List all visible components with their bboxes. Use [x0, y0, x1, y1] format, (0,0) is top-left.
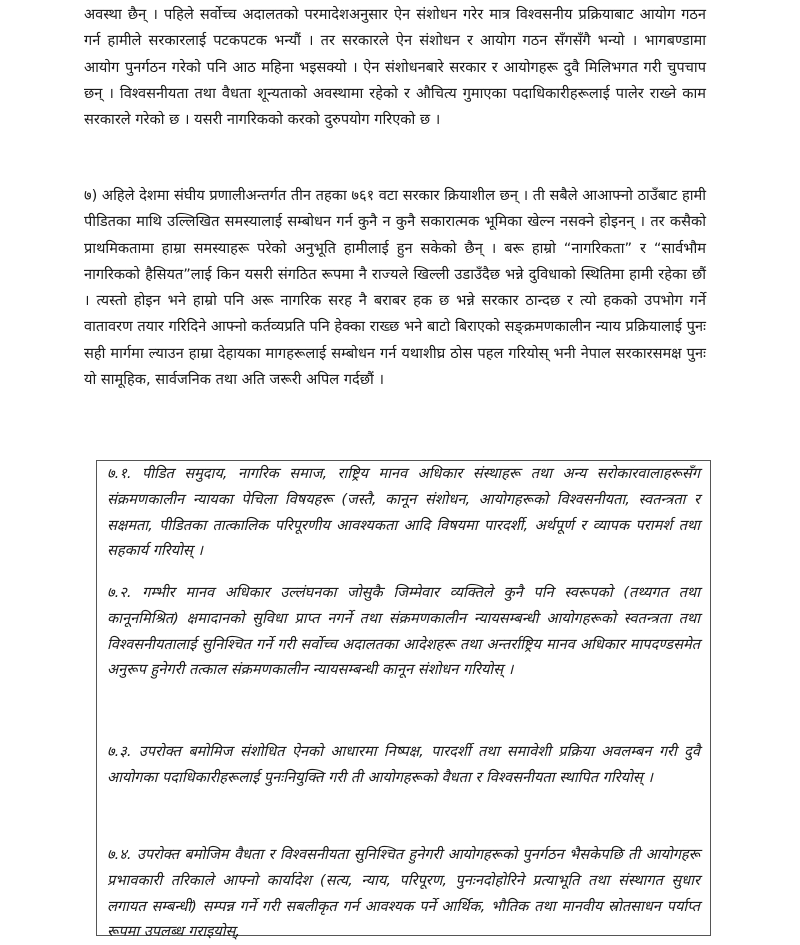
demands-box	[96, 460, 711, 941]
paragraph-7: ७) अहिले देशमा संघीय प्रणालीअन्तर्गत तीन तहका ७६१ वटा सरकार क्रियाशील छन् । ती सबैले आआफ्नो ठाउँबाट हामी पीडितका माथि उल्लिखित समस्यालाई सम्बोधन गर्न कुनै न कुनै सकारात्मक भूमिका खेल्न नसक्ने होइनन् । तर कसैको प्राथमिकतामा हाम्रा समस्याहरू परेको अनुभूति हामीलाई हुन सकेको छैन् । बरू हाम्रो “नागरिकता” र “सार्वभौम नागरिकको हैसियत”लाई किन यसरी संगठित रूपमा नै राज्यले खिल्ली उडाउँदैछ भन्ने दुविधाको स्थितिमा हामी रहेका छौं । त्यस्तो होइन भने हाम्रो पनि अरू नागरिक सरह नै बराबर हक छ भन्ने सरकार ठान्दछ र त्यो हकको उपभोग गर्ने वातावरण तयार गरिदिने आफ्नो कर्तव्यप्रति पनि हेक्का राख्छ भने बाटो बिराएको सङ्क्रमणकालीन न्याय प्रक्रियालाई पुनः सही मार्गमा ल्याउन हाम्रा देहायका मागहरूलाई सम्बोधन गर्न यथाशीघ्र ठोस पहल गरियोस् भनी नेपाल सरकारसमक्ष पुनः यो सामूहिक, सार्वजनिक तथा अति जरूरी अपिल गर्दछौं ।	[84, 187, 706, 389]
demand-item-7-4: ७.४. उपरोक्त बमोजिम वैधता र विश्वसनीयता सुनिश्चित हुनेगरी आयोगहरूको पुनर्गठन भैसकेपछि ती आयोगहरू प्रभावकारी तरिकाले आफ्नो कार्यादेश (सत्य, न्याय, परिपूरण, पुनःनदोहोरिने प्रत्याभूति तथा संस्थागत सुधार लगायत सम्बन्धी) सम्पन्न गर्ने गरी सबलीकृत गर्न आवश्यक पर्ने आर्थिक, भौतिक तथा मानवीय स्रोतसाधन पर्याप्त रूपमा उपलब्ध गराइयोस्,	[107, 846, 700, 941]
demand-item-7-2: ७.२. गम्भीर मानव अधिकार उल्लंघनका जोसुकै जिम्मेवार व्यक्तिले कुनै पनि स्वरूपको (तथ्यगत तथा कानूनमिश्रित) क्षमादानको सुविधा प्राप्त नगर्ने तथा संक्रमणकालीन न्यायसम्बन्धी आयोगहरूको स्वतन्त्रता तथा विश्वसनीयतालाई सुनिश्चित गर्ने गरी सर्वोच्च अदालतका आदेशहरू तथा अन्तर्राष्ट्रिय मानव अधिकार मापदण्डसमेत अनुरूप हुनेगरी तत्काल संक्रमणकालीन न्यायसम्बन्धी कानून संशोधन गरियोस् ।	[107, 584, 700, 679]
demand-item-7-1: ७.१. पीडित समुदाय, नागरिक समाज, राष्ट्रिय मानव अधिकार संस्थाहरू तथा अन्य सरोकारवालाहरूसँग संक्रमणकालीन न्यायका पेचिला विषयहरू (जस्तै, कानून संशोधन, आयोगहरूको विश्वसनीयता, स्वतन्त्रता र सक्षमता, पीडितका तात्कालिक परिपूरणीय आवश्यकता आदि विषयमा पारदर्शी, अर्थपूर्ण र व्यापक परामर्श तथा सहकार्य गरियोस् ।	[107, 465, 700, 560]
demand-item-7-3: ७.३. उपरोक्त बमोमिज संशोधित ऐनको आधारमा निष्पक्ष, पारदर्शी तथा समावेशी प्रक्रिया अवलम्बन गरी दुवै आयोगका पदाधिकारीहरूलाई पुनःनियुक्ति गरी ती आयोगहरूको वैधता र विश्वसनीयता स्थापित गरियोस् ।	[107, 743, 700, 786]
paragraph-continued: अवस्था छैन् । पहिले सर्वोच्च अदालतको परमादेशअनुसार ऐन संशोधन गरेर मात्र विश्वसनीय प्रक्रियाबाट आयोग गठन गर्न हामीले सरकारलाई पटकपटक भन्यौं । तर सरकारले ऐन संशोधन र आयोग गठन सँगसँगै भन्यो । भागबण्डामा आयोग पुनर्गठन गरेको पनि आठ महिना भइसक्यो । ऐन संशोधनबारे सरकार र आयोगहरू दुवै मिलिभगत गरी चुपचाप छन् । विश्वसनीयता तथा वैधता शून्यताको अवस्थामा रहेको र औचित्य गुमाएका पदाधिकारीहरूलाई पालेर राख्ने काम सरकारले गरेको छ । यसरी नागरिकको करको दुरुपयोग गरिएको छ ।	[84, 6, 706, 129]
